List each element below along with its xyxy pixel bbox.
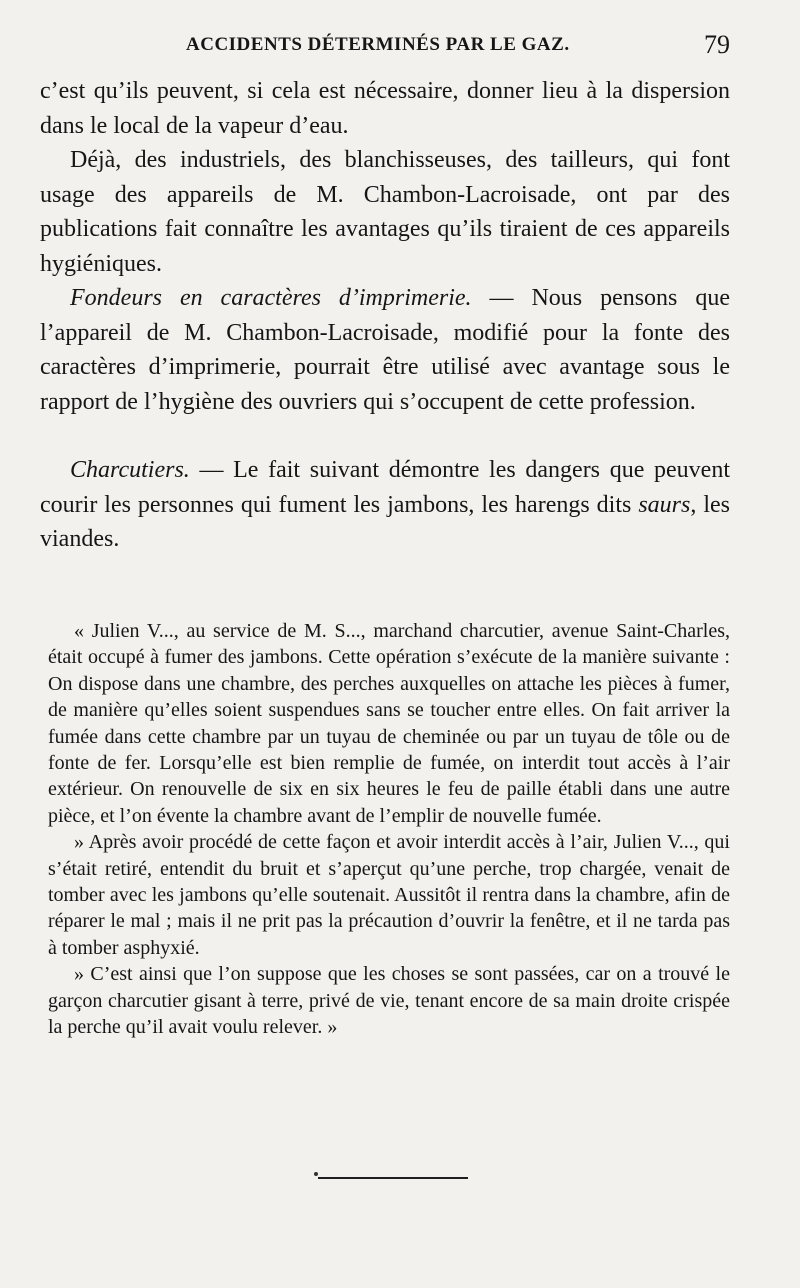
footnote-dot — [314, 1172, 318, 1176]
running-title: ACCIDENTS DÉTERMINÉS PAR LE GAZ. — [186, 34, 570, 55]
section-heading-charcutiers: Charcutiers. — [70, 457, 190, 483]
paragraph-3-text: — Nous pensons que l’appareil de M. Chambon-Lacroisade, modifié pour la fonte des caractères d’imprimerie, pourrait être utilisé avec avantage sous le rapport de l’hygiène des ouvriers qui s’occupent de cette profession. — [40, 285, 730, 415]
paragraph-2: Déjà, des industriels, des blanchisseuses, des tailleurs, qui font usage des appareils de M. Chambon-Lacroisade, ont par des publications fait connaître les avantages qu’ils tiraient de ces appareils hygiéniques. — [40, 147, 730, 277]
footnote-rule — [318, 1177, 468, 1179]
quote-paragraph-2: » Après avoir procédé de cette façon et avoir interdit accès à l’air, Julien V..., qui s’était retiré, entendit du bruit et s’aperçut qu’une perche, trop chargée, venait de tomber avec les jambons qu’elle soutenait. Aussitôt il rentra dans la chambre, afin de réparer le mal ; mais il ne prit pas la précaution d’ouvrir la fenêtre, et il ne tarda pas à tomber asphyxié. — [48, 831, 730, 959]
quoted-case — [48, 618, 730, 1041]
quote-paragraph-1: « Julien V..., au service de M. S..., marchand charcutier, avenue Saint-Charles, était occupé à fumer des jambons. Cette opération s’exécute de la manière suivante : On dispose dans une chambre, des perches auxquelles on attache les pièces à fumer, de manière qu’elles soient suspendues sans se toucher entre elles. On fait arriver la fumée dans cette chambre par un tuyau de cheminée ou par un tuyau de tôle ou de fonte de fer. Lorsqu’elle est bien remplie de fumée, on interdit tout accès à l’air extérieur. On renouvelle de six en six heures le feu de paille établi dans une autre pièce, et l’on évente la chambre avant de l’emplir de nouvelle fumée. — [48, 620, 730, 827]
paragraph-4 — [40, 453, 730, 557]
paragraph-4-text-b: , les viandes. — [40, 491, 730, 552]
italic-word: saurs — [638, 491, 691, 518]
section-heading-fondeurs: Fondeurs en caractères d’imprimerie. — [70, 285, 472, 311]
page-number: 79 — [704, 30, 730, 59]
paragraph-3 — [40, 281, 730, 419]
quote-paragraph-3: » C’est ainsi que l’on suppose que les choses se sont passées, car on a trouvé le garçon charcutier gisant à terre, privé de vie, tenant encore de sa main droite crispée la perche qu’il avait voulu relever. » — [48, 963, 730, 1039]
paragraph-1: c’est qu’ils peuvent, si cela est nécessaire, donner lieu à la dispersion dans le local de la vapeur d’eau. — [40, 78, 730, 139]
paragraph-4-text-a: — Le fait suivant démontre les dangers que peuvent courir les personnes qui fument les jambons, les harengs dits — [40, 457, 730, 518]
running-head — [40, 30, 730, 64]
main-text — [40, 74, 730, 557]
